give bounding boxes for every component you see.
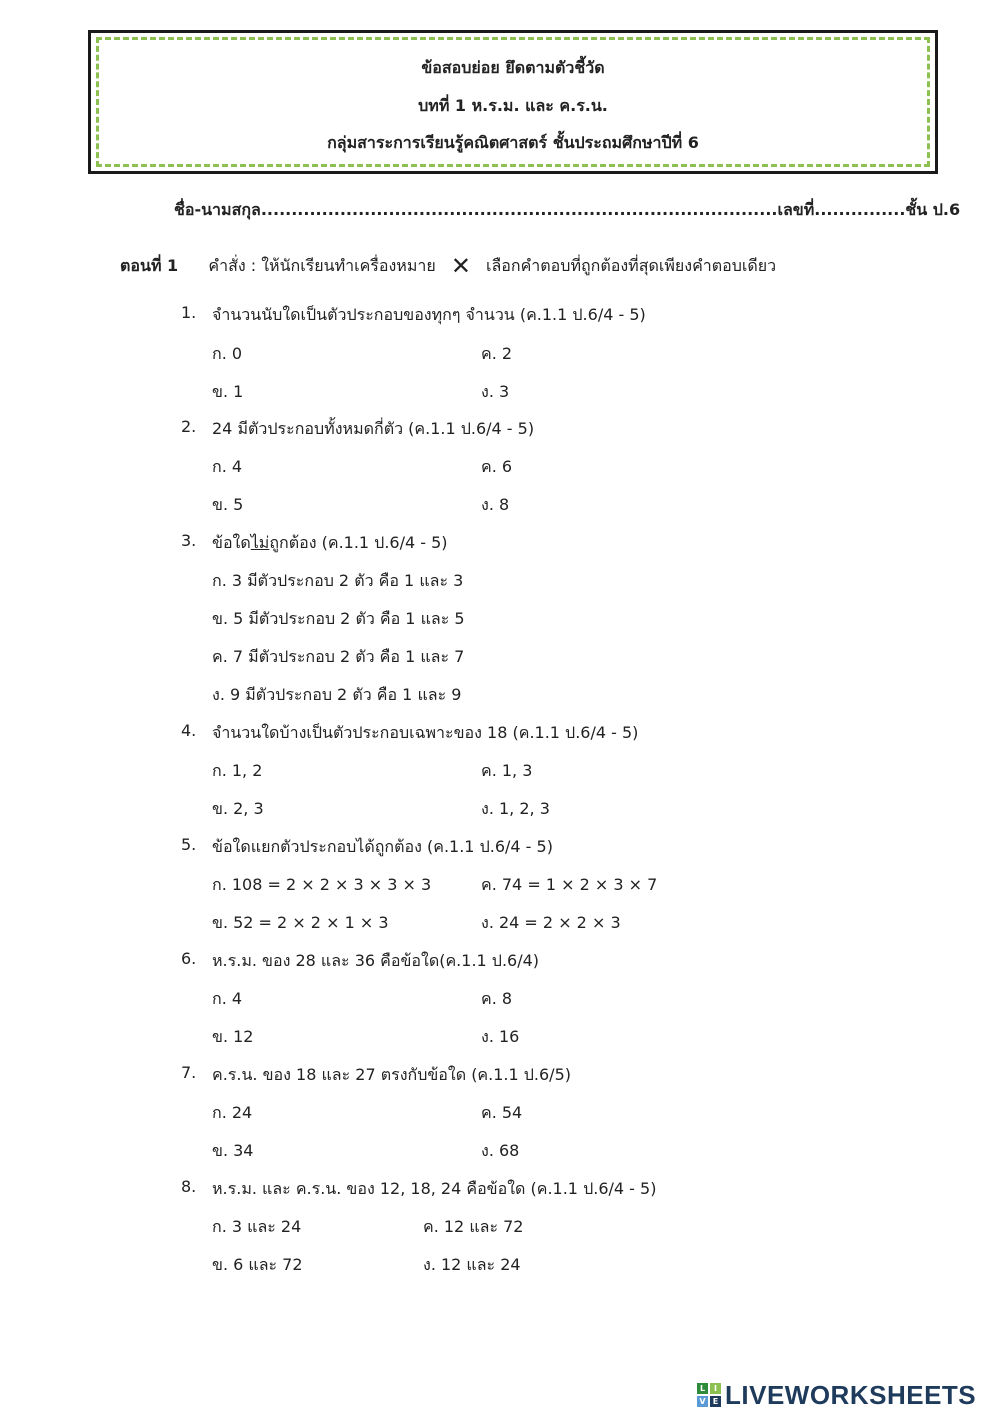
question-6-option-b[interactable]: ข. 12 — [212, 1027, 254, 1046]
question-7-number: 7. — [181, 1063, 197, 1082]
question-4-number: 4. — [181, 721, 197, 740]
question-7-text: ค.ร.น. ของ 18 และ 27 ตรงกับข้อใด (ค.1.1 ป.6/5) — [212, 1065, 571, 1084]
question-5-text: ข้อใดแยกตัวประกอบได้ถูกต้อง (ค.1.1 ป.6/4 - 5) — [212, 837, 553, 856]
question-1-option-d[interactable]: ง. 3 — [481, 382, 510, 401]
liveworksheets-logo — [697, 1380, 976, 1410]
question-7-option-b[interactable]: ข. 34 — [212, 1141, 254, 1160]
header-chapter: บทที่ 1 ห.ร.ม. และ ค.ร.น. — [418, 96, 608, 115]
instruction-text-a: คำสั่ง : ให้นักเรียนทำเครื่องหมาย — [208, 256, 436, 275]
question-3-option-b[interactable]: ข. 5 มีตัวประกอบ 2 ตัว คือ 1 และ 5 — [212, 609, 465, 628]
question-7-option-d[interactable]: ง. 68 — [481, 1141, 520, 1160]
logo-mark-letter: I — [710, 1383, 721, 1394]
logo-mark-icon — [697, 1383, 721, 1407]
section-label: ตอนที่ 1 — [120, 256, 179, 275]
question-5-option-b[interactable]: ข. 52 = 2 × 2 × 1 × 3 — [212, 913, 389, 932]
question-5-option-a[interactable]: ก. 108 = 2 × 2 × 3 × 3 × 3 — [212, 875, 432, 894]
logo-mark-letter: E — [710, 1396, 721, 1407]
question-1-option-c[interactable]: ค. 2 — [481, 344, 513, 363]
logo-mark-letter: L — [697, 1383, 708, 1394]
question-4-option-b[interactable]: ข. 2, 3 — [212, 799, 264, 818]
question-3-text-pre: ข้อใด — [212, 533, 251, 552]
question-5-number: 5. — [181, 835, 197, 854]
question-1-option-a[interactable]: ก. 0 — [212, 344, 243, 363]
header-dashed-border — [96, 37, 930, 167]
cross-mark-icon: ✕ — [450, 252, 471, 280]
logo-text: LIVEWORKSHEETS — [725, 1379, 977, 1410]
question-3-text — [212, 531, 448, 556]
question-3-option-c[interactable]: ค. 7 มีตัวประกอบ 2 ตัว คือ 1 และ 7 — [212, 647, 465, 666]
question-8-option-a[interactable]: ก. 3 และ 24 — [212, 1217, 302, 1236]
question-7-option-c[interactable]: ค. 54 — [481, 1103, 523, 1122]
section-instruction — [120, 252, 776, 280]
question-2-option-c[interactable]: ค. 6 — [481, 457, 513, 476]
student-name-line: ชื่อ-นามสกุล.....................................................................................เลขที่...............ชั้น ป.6 — [174, 200, 961, 219]
question-3-option-a[interactable]: ก. 3 มีตัวประกอบ 2 ตัว คือ 1 และ 3 — [212, 571, 464, 590]
question-2-number: 2. — [181, 417, 197, 436]
question-1-option-b[interactable]: ข. 1 — [212, 382, 244, 401]
question-2-option-a[interactable]: ก. 4 — [212, 457, 243, 476]
header-box — [88, 30, 938, 174]
question-6-option-d[interactable]: ง. 16 — [481, 1027, 520, 1046]
question-6-text: ห.ร.ม. ของ 28 และ 36 คือข้อใด(ค.1.1 ป.6/4) — [212, 951, 540, 970]
question-3-text-underlined: ไม่ — [250, 533, 270, 552]
question-3-text-post: ถูกต้อง (ค.1.1 ป.6/4 - 5) — [269, 533, 448, 552]
question-4-text: จำนวนใดบ้างเป็นตัวประกอบเฉพาะของ 18 (ค.1.1 ป.6/4 - 5) — [212, 723, 639, 742]
question-8-text: ห.ร.ม. และ ค.ร.น. ของ 12, 18, 24 คือข้อใด (ค.1.1 ป.6/4 - 5) — [212, 1179, 657, 1198]
question-1-text: จำนวนนับใดเป็นตัวประกอบของทุกๆ จำนวน (ค.1.1 ป.6/4 - 5) — [212, 305, 646, 324]
question-5-option-c[interactable]: ค. 74 = 1 × 2 × 3 × 7 — [481, 875, 658, 894]
instruction-text-b: เลือกคำตอบที่ถูกต้องที่สุดเพียงคำตอบเดียว — [486, 256, 777, 275]
question-3-number: 3. — [181, 531, 197, 550]
question-6-option-a[interactable]: ก. 4 — [212, 989, 243, 1008]
question-4-option-c[interactable]: ค. 1, 3 — [481, 761, 533, 780]
question-1-number: 1. — [181, 303, 197, 322]
question-3-option-d[interactable]: ง. 9 มีตัวประกอบ 2 ตัว คือ 1 และ 9 — [212, 685, 462, 704]
header-subject: กลุ่มสาระการเรียนรู้คณิตศาสตร์ ชั้นประถมศึกษาปีที่ 6 — [327, 133, 699, 152]
question-2-option-b[interactable]: ข. 5 — [212, 495, 244, 514]
question-4-option-d[interactable]: ง. 1, 2, 3 — [481, 799, 550, 818]
question-8-number: 8. — [181, 1177, 197, 1196]
question-2-option-d[interactable]: ง. 8 — [481, 495, 510, 514]
question-8-option-c[interactable]: ค. 12 และ 72 — [423, 1217, 524, 1236]
logo-mark-letter: V — [697, 1396, 708, 1407]
header-title: ข้อสอบย่อย ยึดตามตัวชี้วัด — [421, 58, 605, 77]
question-8-option-d[interactable]: ง. 12 และ 24 — [423, 1255, 521, 1274]
question-7-option-a[interactable]: ก. 24 — [212, 1103, 253, 1122]
question-6-option-c[interactable]: ค. 8 — [481, 989, 513, 1008]
question-2-text: 24 มีตัวประกอบทั้งหมดกี่ตัว (ค.1.1 ป.6/4 - 5) — [212, 419, 535, 438]
question-4-option-a[interactable]: ก. 1, 2 — [212, 761, 263, 780]
question-5-option-d[interactable]: ง. 24 = 2 × 2 × 3 — [481, 913, 621, 932]
question-6-number: 6. — [181, 949, 197, 968]
question-8-option-b[interactable]: ข. 6 และ 72 — [212, 1255, 303, 1274]
